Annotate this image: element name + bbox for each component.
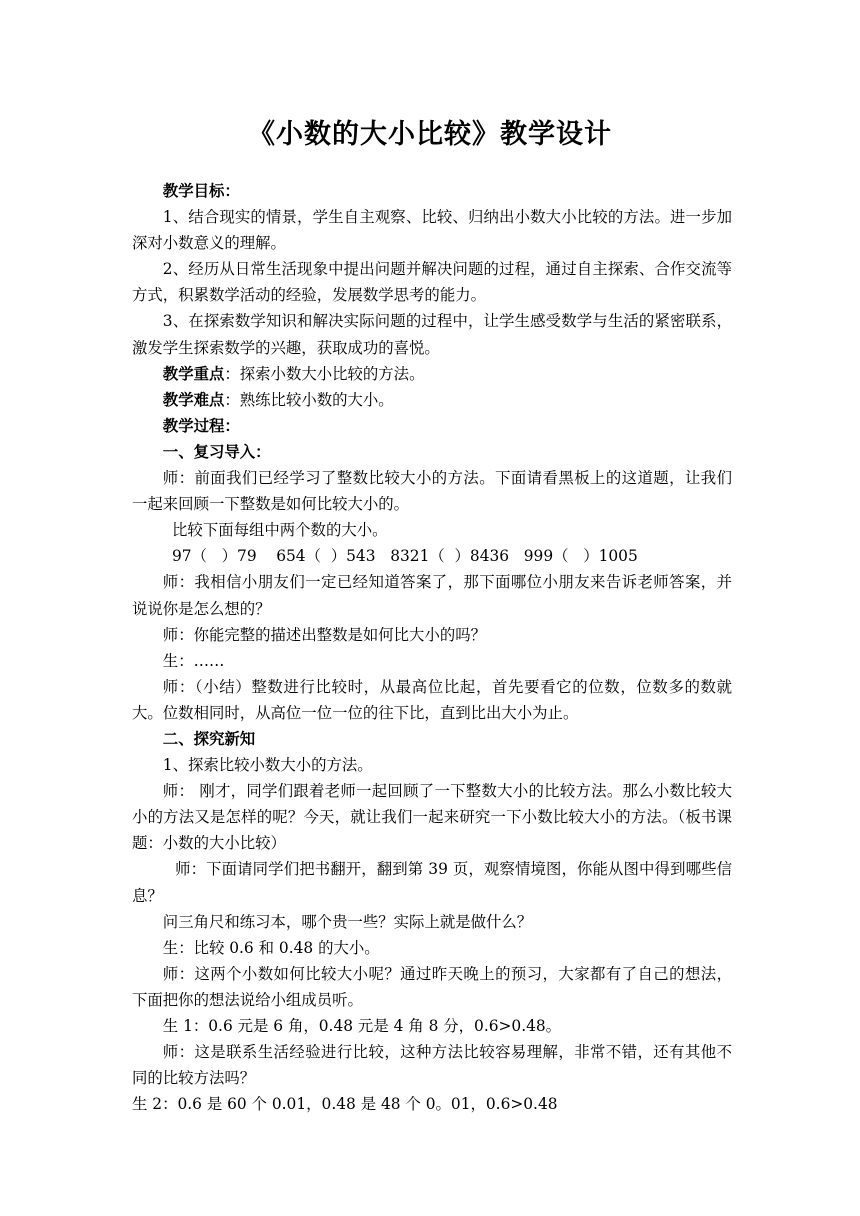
paragraph: 师：我相信小朋友们一定已经知道答案了，那下面哪位小朋友来告诉老师答案，并说说你是怎么想的？: [132, 573, 732, 618]
objective-item: 1、结合现实的情景，学生自主观察、比较、归纳出小数大小比较的方法。进一步加深对小数意义的理解。: [132, 208, 732, 253]
paragraph: 生 1：0.6 元是 6 角，0.48 元是 4 角 8 分，0.6>0.48。: [162, 1017, 562, 1035]
key-point-label: 教学重点: [162, 364, 225, 383]
key-point-text: ：探索小数大小比较的方法。: [224, 364, 425, 383]
paragraph: 师：（小结）整数进行比较时，从最高位比起，首先要看它的位数，位数多的数就大。位数相同时，从高位一位一位的往下比，直到比出大小为止。: [132, 677, 732, 722]
exercise-line: 97（ ）79 654（ ）543 8321（ ）8436 999（ ）1005: [172, 547, 638, 566]
paragraph: 师： 刚才，同学们跟着老师一起回顾了一下整数大小的比较方法。那么小数比较大小的方法又是怎样的呢？今天，就让我们一起来研究一下小数比较大小的方法。（板书课题：小数的大小比较）: [132, 782, 732, 853]
paragraph: 生：比较 0.6 和 0.48 的大小。: [162, 938, 380, 957]
paragraph: 比较下面每组中两个数的大小。: [172, 521, 388, 540]
section-heading: 二、探究新知: [162, 729, 256, 748]
difficulty-label: 教学难点: [162, 390, 225, 409]
document-body: [132, 178, 732, 1117]
paragraph: 问三角尺和练习本，哪个贵一些？实际上就是做什么？: [162, 912, 533, 931]
paragraph: 师：这是联系生活经验进行比较，这种方法比较容易理解，非常不错，还有其他不同的比较方法吗？: [132, 1043, 732, 1088]
objective-item: 2、经历从日常生活现象中提出问题并解决问题的过程，通过自主探索、合作交流等方式，积累数学活动的经验，发展数学思考的能力。: [132, 260, 732, 305]
paragraph: 师：你能完整的描述出整数是如何比大小的吗？: [162, 625, 487, 644]
difficulty: [132, 387, 732, 413]
paragraph: 1、探索比较小数大小的方法。: [162, 756, 373, 775]
paragraph: 师：下面请同学们把书翻开，翻到第 39 页，观察情境图，你能从图中得到哪些信息？: [132, 860, 732, 905]
section-heading: 一、复习导入：: [162, 442, 271, 461]
paragraph: 师：这两个小数如何比较大小呢？通过昨天晚上的预习，大家都有了自己的想法，下面把你的想法说给小组成员听。: [132, 964, 732, 1009]
document-title: 《小数的大小比较》教学设计: [248, 119, 612, 150]
objective-item: 3、在探索数学知识和解决实际问题的过程中，让学生感受数学与生活的紧密联系，激发学生探索数学的兴趣，获取成功的喜悦。: [132, 312, 732, 357]
paragraph: 师：前面我们已经学习了整数比较大小的方法。下面请看黑板上的这道题，让我们一起来回顾一下整数是如何比较大小的。: [132, 469, 732, 514]
difficulty-text: ：熟练比较小数的大小。: [224, 390, 394, 409]
key-point: [132, 361, 732, 387]
objectives-heading: 教学目标：: [162, 182, 240, 200]
paragraph: 生 2：0.6 是 60 个 0.01，0.48 是 48 个 0。01，0.6>0.48: [132, 1095, 558, 1114]
paragraph: 生：……: [162, 651, 225, 670]
process-heading: 教学过程：: [162, 416, 240, 435]
